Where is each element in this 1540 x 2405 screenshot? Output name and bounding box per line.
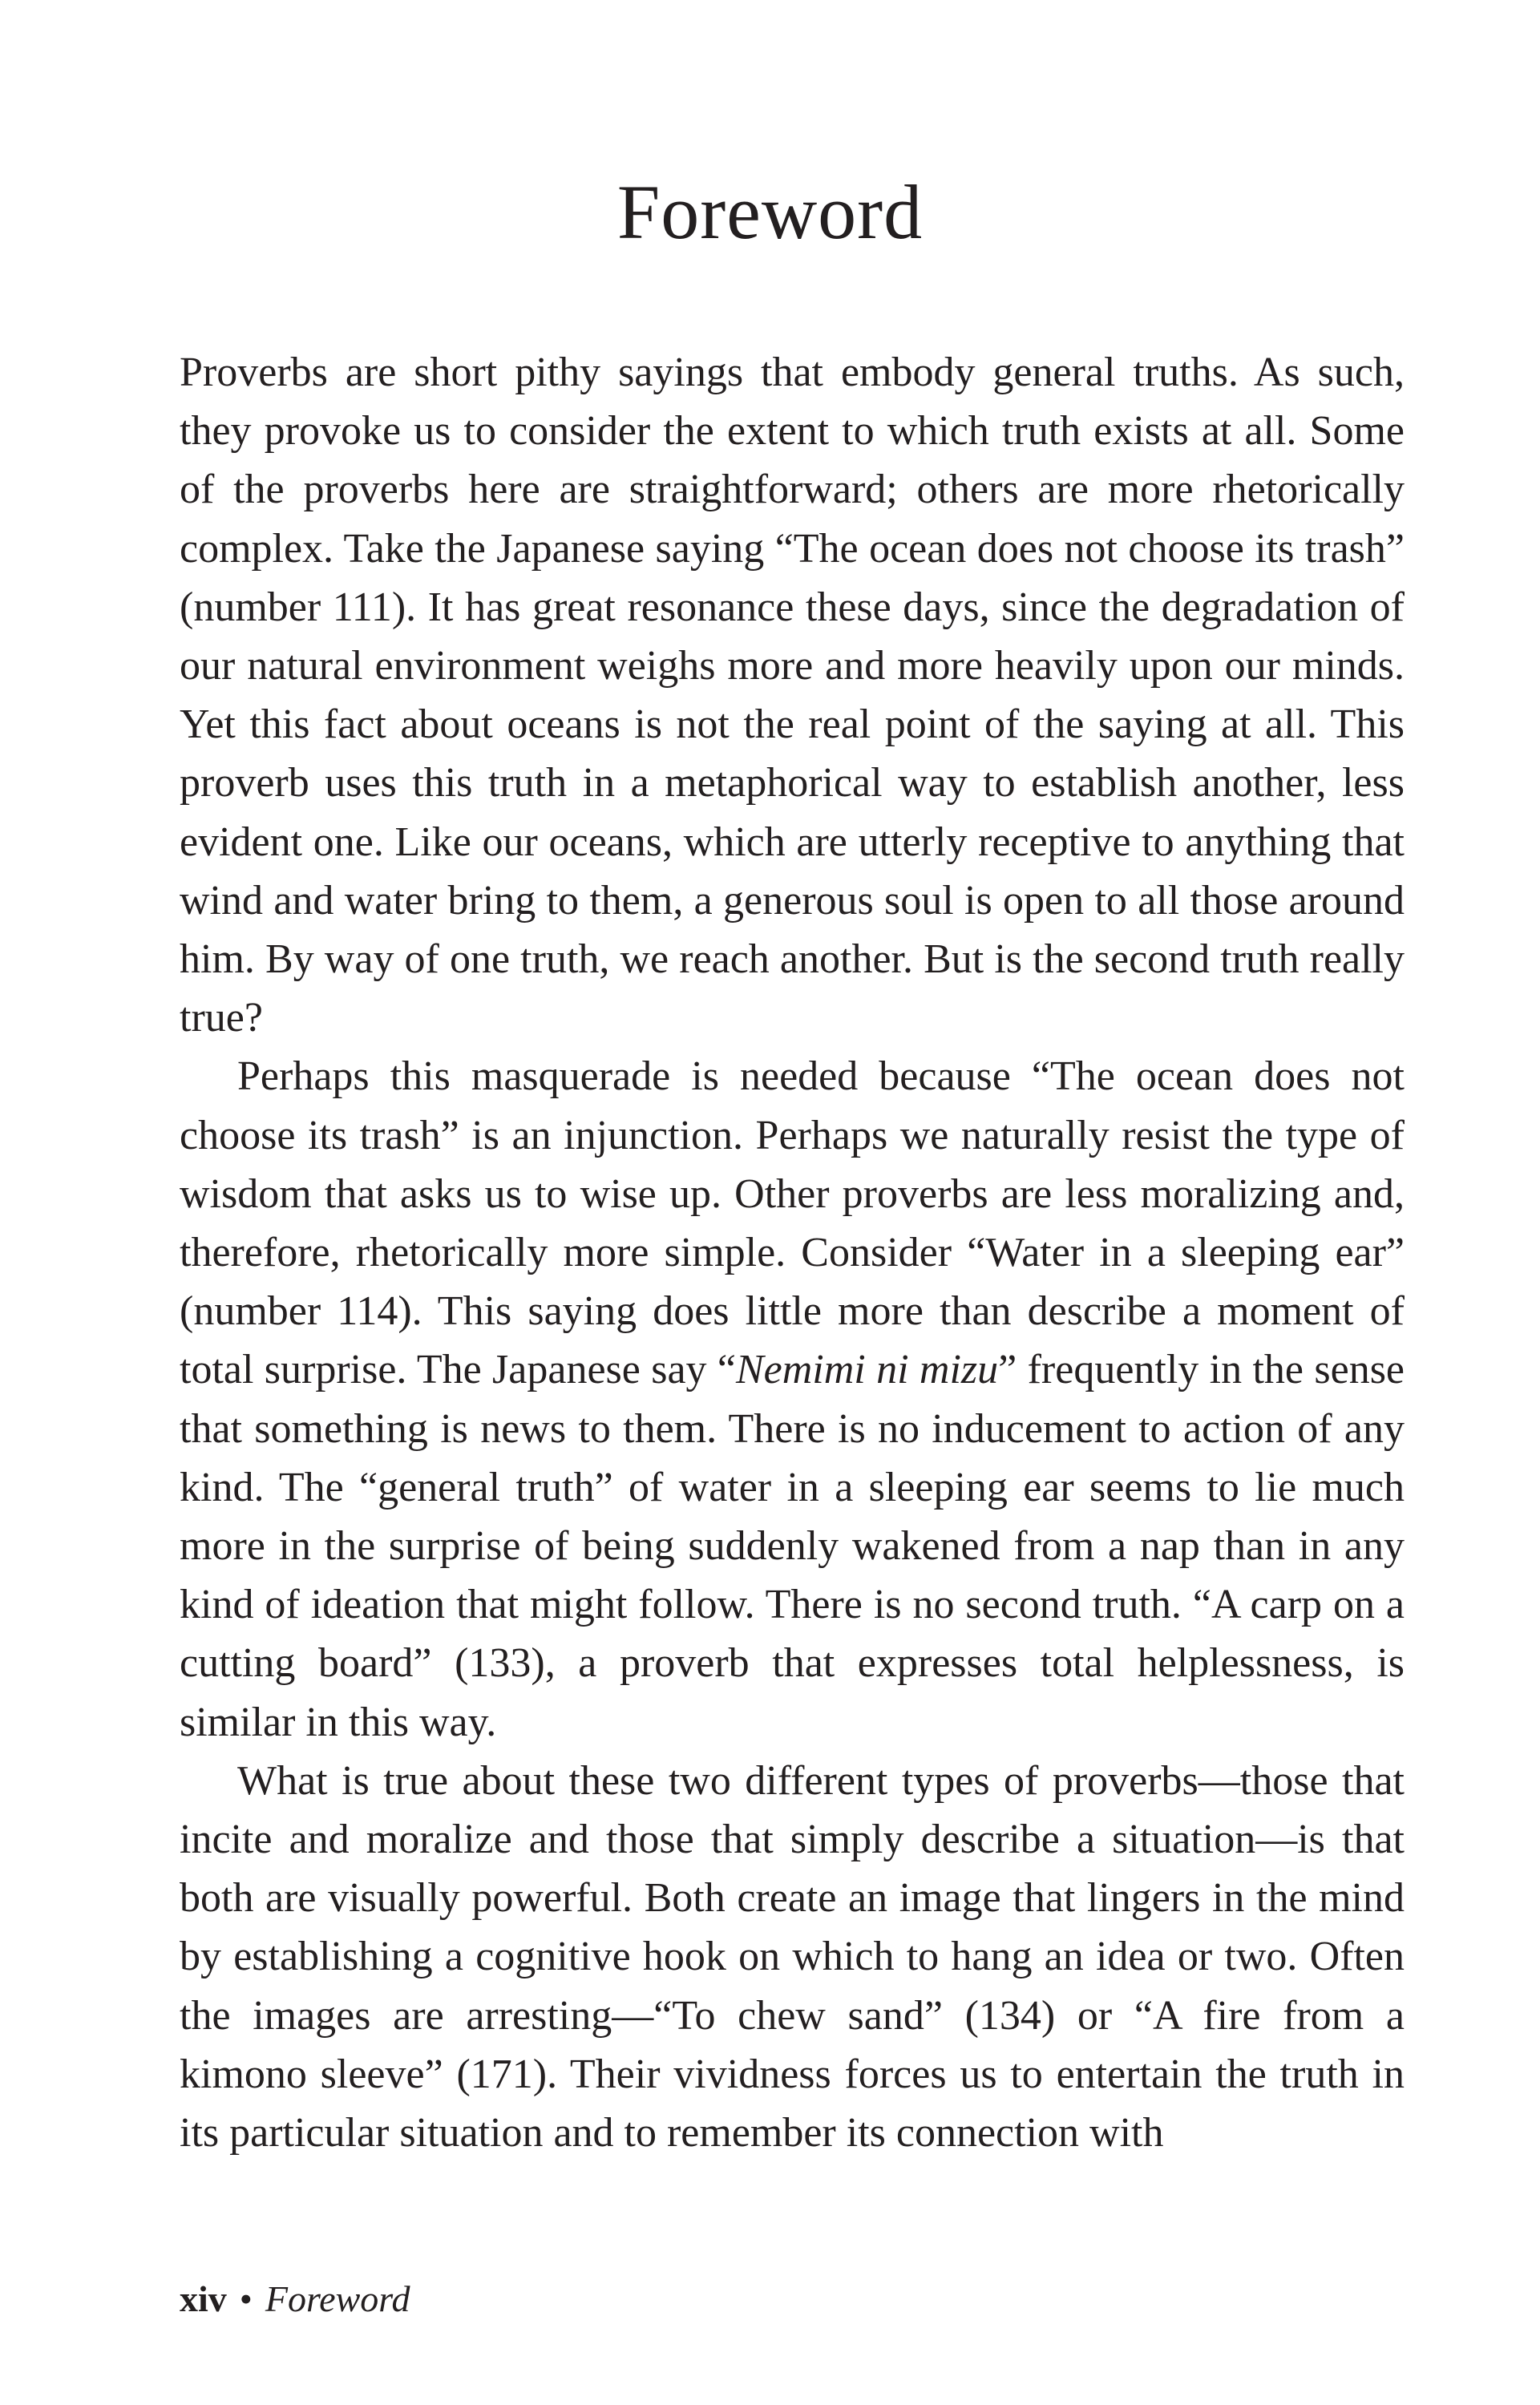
paragraph-3	[180, 1752, 1405, 2162]
paragraph-3-text: What is true about these two different types of proverbs—those that incite and moralize and those that simply describe a situation—is that both are visually powerful. Both create an image that lingers in the mind by establishing a cognitive hook on which to hang an idea or two. Often the images are arresting—“To chew sand” (134) or “A fire from a kimono sleeve” (171). Their vividness forces us to entertain the truth in its particular situation and to remember its connection with	[180, 1757, 1405, 2156]
paragraph-1	[180, 343, 1405, 1047]
footer-separator: •	[239, 2278, 253, 2319]
page-number: xiv	[180, 2278, 227, 2319]
body-text	[180, 343, 1405, 2162]
paragraph-1-text: Proverbs are short pithy sayings that embody general truths. As such, they provoke us to consider the extent to which truth exists at all. Some of the proverbs here are straightforward; others are more rhetorically complex. Take the Japanese saying “The ocean does not choose its trash” (number 111). It has great resonance these days, since the degradation of our natural environment weighs more and more heavily upon our minds. Yet this fact about oceans is not the real point of the saying at all. This proverb uses this truth in a metaphorical way to establish another, less evident one. Like our oceans, which are utterly receptive to anything that wind and water bring to them, a generous soul is open to all those around him. By way of one truth, we reach another. But is the second truth really true?	[180, 350, 1405, 1041]
japanese-phrase: Nemimi ni mizu	[735, 1347, 999, 1393]
page-footer	[180, 2275, 410, 2323]
paragraph-2-text-b: ” frequently in the sense that something is news to them. There is no inducement to action of any kind. The “general truth” of water in a sleeping ear seems to lie much more in the surprise of being suddenly wakened from a nap than in any kind of ideation that might follow. There is no second truth. “A carp on a cutting board” (133), a proverb that expresses total helplessness, is similar in this way.	[180, 1347, 1405, 1745]
chapter-title: Foreword	[616, 169, 924, 255]
paragraph-2	[180, 1047, 1405, 1751]
paragraph-2-text-a: Perhaps this masquerade is needed because “The ocean does not choose its trash” is an injunction. Perhaps we naturally resist the type of wisdom that asks us to wise up. Other proverbs are less moralizing and, therefore, rhetorically more simple. Consider “Water in a sleeping ear” (number 114). This saying does little more than describe a moment of total surprise. The Japanese say “	[180, 1053, 1405, 1393]
running-head: Foreword	[265, 2278, 410, 2319]
